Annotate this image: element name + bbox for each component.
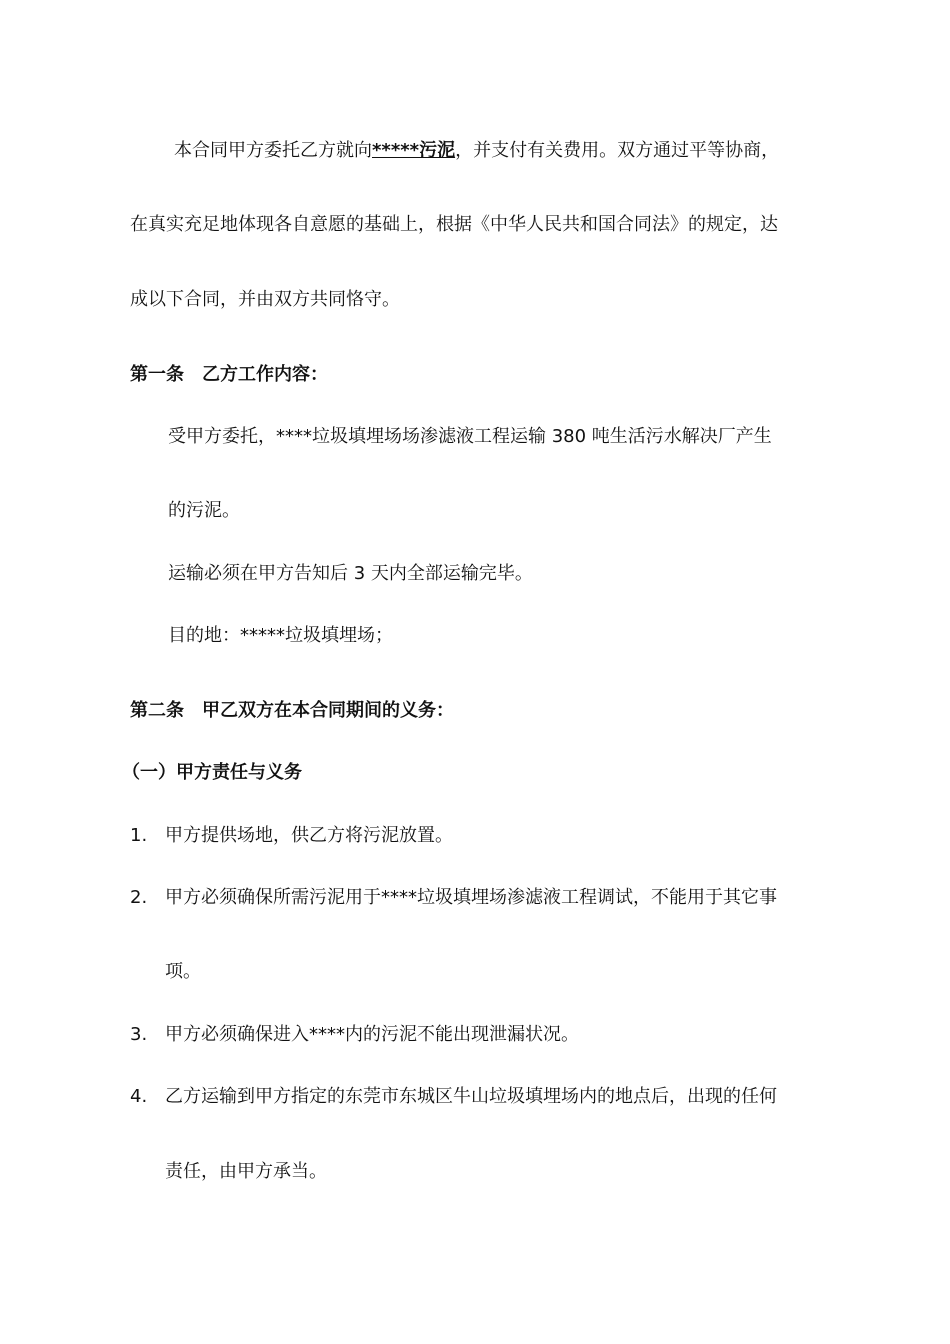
list-item-cont: 责任，由甲方承当。 <box>165 1161 327 1182</box>
intro-line-1 <box>174 139 779 163</box>
intro-text: ，并支付有关费用。双方通过平等协商， <box>455 140 780 161</box>
article-1-para-1-cont: 的污泥。 <box>168 500 240 521</box>
article-2-subsection: （一）甲方责任与义务 <box>122 762 302 783</box>
list-text: 甲方提供场地，供乙方将污泥放置。 <box>165 825 453 846</box>
list-item <box>130 1023 579 1047</box>
list-number: 2. <box>130 887 148 908</box>
list-number: 3. <box>130 1024 148 1045</box>
list-item <box>130 886 777 910</box>
intro-text: 本合同甲方委托乙方就向 <box>174 140 372 161</box>
list-number: 1. <box>130 825 148 846</box>
article-1-para-2: 运输必须在甲方告知后 3 天内全部运输完毕。 <box>168 563 533 584</box>
intro-line-3: 成以下合同，并由双方共同恪守。 <box>130 289 400 310</box>
article-1-title: 第一条 乙方工作内容： <box>130 364 328 385</box>
list-item <box>130 824 453 848</box>
article-2-title: 第二条 甲乙双方在本合同期间的义务： <box>130 700 454 721</box>
article-1-para-3: 目的地：*****垃圾填埋场； <box>168 625 393 646</box>
list-item-cont: 项。 <box>165 961 201 982</box>
sludge-highlight: *****污泥 <box>372 140 456 161</box>
article-1-para-1: 受甲方委托，****垃圾填埋场场渗滤液工程运输 380 吨生活污水解决厂产生 <box>168 426 772 447</box>
list-item <box>130 1085 777 1109</box>
list-text: 乙方运输到甲方指定的东莞市东城区牛山垃圾填埋场内的地点后，出现的任何 <box>165 1086 777 1107</box>
intro-line-2: 在真实充足地体现各自意愿的基础上，根据《中华人民共和国合同法》的规定，达 <box>130 214 778 235</box>
list-number: 4. <box>130 1086 148 1107</box>
list-text: 甲方必须确保进入****内的污泥不能出现泄漏状况。 <box>165 1024 579 1045</box>
list-text: 甲方必须确保所需污泥用于****垃圾填埋场渗滤液工程调试，不能用于其它事 <box>165 887 777 908</box>
